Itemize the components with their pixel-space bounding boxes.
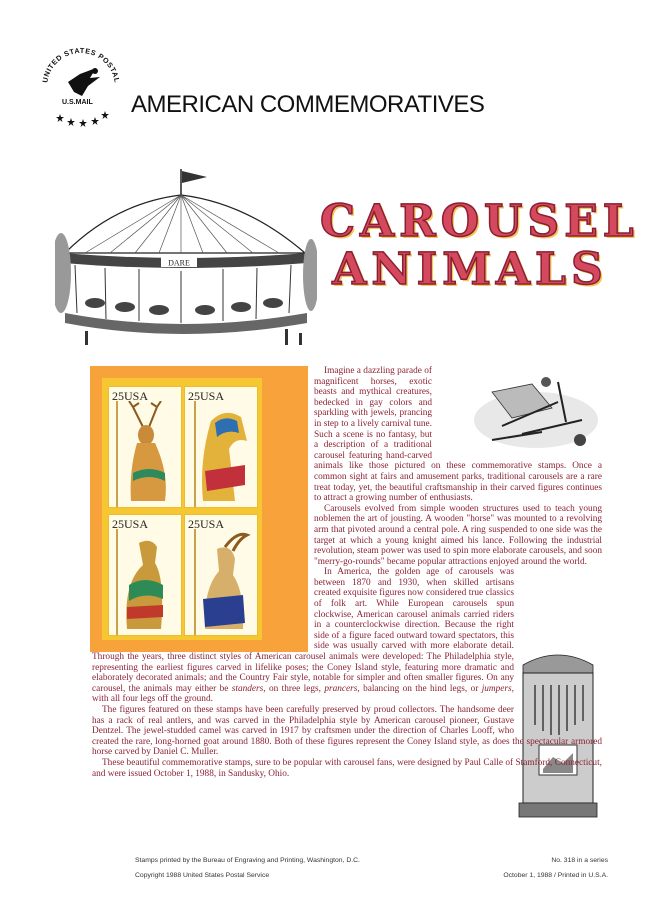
horse-stamp: 25USA bbox=[184, 386, 258, 508]
article-text bbox=[92, 366, 602, 779]
svg-text:U.S.MAIL: U.S.MAIL bbox=[62, 99, 93, 106]
eagle-icon bbox=[38, 44, 124, 130]
svg-text:DARE: DARE bbox=[168, 258, 190, 268]
series-number: No. 318 in a series bbox=[551, 857, 608, 864]
paragraph-history: Carousels evolved from simple wooden structures used to teach young noblemen the art of jousting. A wooden "horse" was mounted to a revolving arm that pivoted around a central pole. A ring suspended to one side was the target at which a young knight aimed his lance. Following the industrial revolution, steam power was used to spin more elaborate carousels, and soon "merry-go-rounds" became popular attractions enjoyed around the world. bbox=[314, 503, 602, 567]
copyright: Copyright 1988 United States Postal Service bbox=[135, 872, 270, 879]
paragraph-design: These beautiful commemorative stamps, sure to be popular with carousel fans, were designed by Paul Calle of Stamford, Connecticut, and were issued October 1, 1988, in Sandusky, Ohio. bbox=[92, 757, 602, 779]
goat-stamp: 25USA bbox=[184, 514, 258, 636]
print-date: October 1, 1988 / Printed in U.S.A. bbox=[503, 872, 608, 879]
carousel-engraving bbox=[55, 163, 317, 359]
series-title: AMERICAN COMMEMORATIVES bbox=[131, 91, 485, 118]
svg-text:UNITED STATES POSTAL SERVICE: UNITED STATES POSTAL bbox=[40, 45, 122, 84]
carousel-animals-title bbox=[320, 196, 639, 295]
paragraph-golden-age: In America, the golden age of carousels was between 1870 and 1930, when skilled artisans created exquisite figures now considered true classics of folk art. While European carousels spun clockwise, American carousel animals carried riders in a counterclockwise direction. Because the right side of a figure faced outward toward spectators, this side was usually carved with more elaborate detail. Through the years, three distinct styles of American carousel animals were developed: The Philadelphia style, representing the earliest figures carved in lifelike poses; the Coney Island style, featuring more dramatic and elaborately decorated animals; and the Country Fair style, notable for simpler and often smaller figures. On any carousel, the animals may either be standers, on three legs, prancers, balancing on the hind legs, or jumpers, with all four legs off the ground. bbox=[92, 567, 514, 705]
title-line-2: ANIMALS bbox=[332, 244, 608, 295]
title-line-1: CAROUSEL bbox=[320, 196, 639, 247]
printing-credit: Stamps printed by the Bureau of Engraving and Printing, Washington, D.C. bbox=[135, 857, 360, 864]
paragraph-intro: Imagine a dazzling parade of magnificent horses, exotic beasts and mythical creatures, bedecked in gay colors and sparkling with jewels, prancing in step to a lively carnival tune. Such a scene is no fantasy, but a description of a traditional carousel featuring hand-carved animals like those pictured on these commemorative stamps. Once a common sight at fairs and amusement parks, traditional carousels are a rare treat today, yet, the beautiful craftsmanship in their carved figures continues to attract a growing number of enthusiasts. bbox=[314, 366, 602, 504]
deer-stamp: 25USA bbox=[108, 386, 182, 508]
camel-stamp: 25USA bbox=[108, 514, 182, 636]
usps-seal bbox=[38, 44, 124, 130]
paragraph-figures: The figures featured on these stamps have been carefully preserved by proud collectors. The handsome deer has a rack of real antlers, and was carved in the Philadelphia style by American carousel pioneer, Gustave Dentzel. The jewel-studded camel was carved in 1917 by craftsmen under the direction of Charles Looff, who created the rare, long-horned goat around 1880. Both of these figures represent the Coney Island style, as does the spectacular armored horse carved by Daniel C. Muller. bbox=[92, 705, 602, 758]
